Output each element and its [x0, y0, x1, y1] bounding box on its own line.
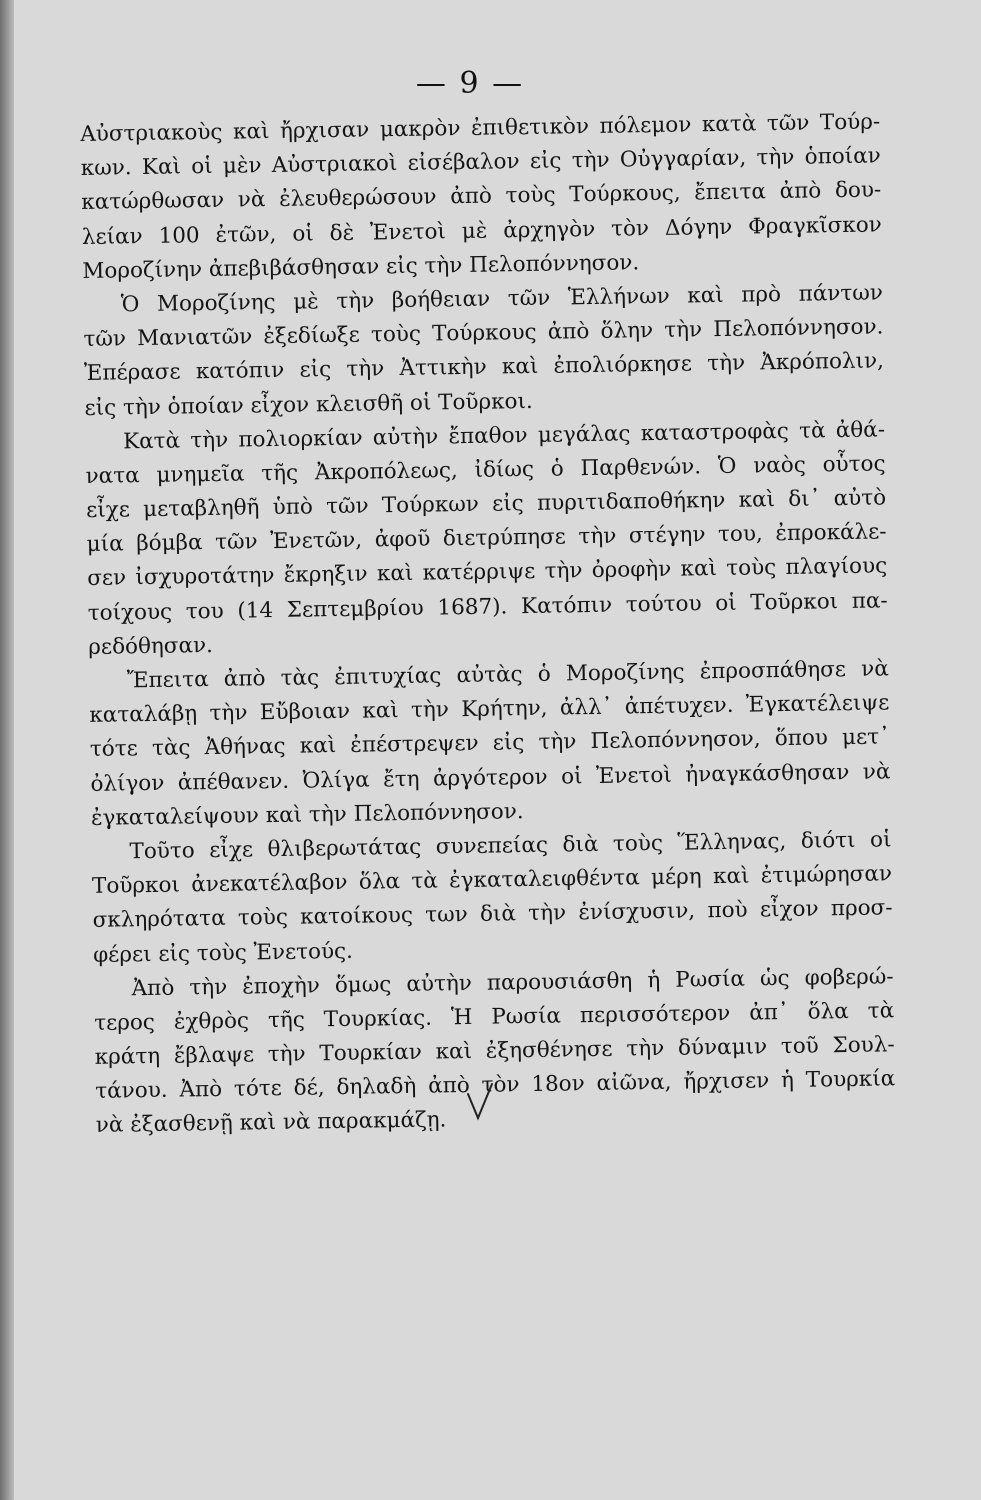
text-line: Τοῦτο εἶχε θλιβερωτάτας συνεπείας διὰ τοὺς Ἕλληνας, διότι οἱ [129, 827, 892, 865]
text-line: Ἀπὸ τὴν ἐποχὴν ὅμως αὐτὴν παρουσιάσθη ἡ Ρωσία ὡς φοβερώ- [131, 964, 894, 1001]
body-text [80, 105, 896, 1143]
text-line: τάνου. Ἀπὸ τότε δέ, δηλαδὴ ἀπὸ τὸν 18ον αἰῶνα, ἤρχισεν ἡ Τουρκία [95, 1066, 896, 1105]
text-line: ἐγκαταλείψουν καὶ τὴν Πελοπόννησον. [90, 798, 524, 831]
text-line: Μοροζίνην ἀπεβιβάσθησαν εἰς τὴν Πελοπόννησον. [82, 249, 640, 284]
text-line: ρεδόθησαν. [88, 632, 214, 660]
handwritten-check-mark [465, 1082, 495, 1122]
page-number: — 9 — [415, 66, 525, 101]
text-line: καταλάβῃ τὴν Εὔβοιαν καὶ τὴν Κρήτην, ἀλλ᾿ ἀπέτυχεν. Ἐγκατέλειψε [89, 690, 890, 729]
text-line: κράτη ἔβλαψε τὴν Τουρκίαν καὶ ἐξησθένησε τὴν δύναμιν τοῦ Σουλ- [94, 1032, 895, 1070]
text-line: λείαν 100 ἐτῶν, οἱ δὲ Ἐνετοὶ μὲ ἀρχηγὸν τὸν Δόγην Φραγκῖσκον [81, 211, 882, 250]
text-line: τοίχους του (14 Σεπτεμβρίου 1687). Κατόπιν τούτου οἱ Τοῦρκοι πα- [87, 587, 888, 626]
text-line: ὀλίγον ἀπέθανεν. Ὀλίγα ἔτη ἀργότερον οἱ Ἐνετοὶ ἠναγκάσθησαν νὰ [90, 758, 891, 797]
text-line: Τοῦρκοι ἀνεκατέλαβον ὅλα τὰ ἐγκαταλειφθέντα μέρη καὶ ἐτιμώρησαν [91, 861, 893, 900]
text-line: σκληρότατα τοὺς κατοίκους των διὰ τὴν ἐνίσχυσιν, ποὺ εἶχον προσ- [92, 895, 893, 934]
text-line: Ὁ Μοροζίνης μὲ τὴν βοήθειαν τῶν Ἑλλήνων καὶ πρὸ πάντων [120, 280, 884, 318]
text-line: νὰ ἐξασθενῇ καὶ νὰ παρακμάζῃ. [95, 1107, 447, 1139]
text-line: τότε τὰς Ἀθήνας καὶ ἐπέστρεψεν εἰς τὴν Πελοπόννησον, ὅπου μετ᾿ [89, 724, 891, 763]
text-line: τερος ἐχθρὸς τῆς Τουρκίας. Ἡ Ρωσία περισσότερον ἀπ᾿ ὅλα τὰ [94, 998, 895, 1036]
text-line: κων. Καὶ οἱ μὲν Αὐστριακοὶ εἰσέβαλον εἰς τὴν Οὐγγαρίαν, τὴν ὁποίαν [80, 143, 881, 182]
text-line: Ἔπειτα ἀπὸ τὰς ἐπιτυχίας αὐτὰς ὁ Μοροζίνης ἐπροσπάθησε νὰ [126, 656, 889, 694]
page-binding-shadow [0, 0, 14, 1500]
text-line: νατα μνημεῖα τῆς Ἀκροπόλεως, ἰδίως ὁ Παρθενών. Ὁ ναὸς οὗτος [85, 451, 886, 489]
text-line: φέρει εἰς τοὺς Ἐνετούς. [92, 938, 354, 968]
text-line: κατώρθωσαν νὰ ἐλευθερώσουν ἀπὸ τοὺς Τούρκους, ἔπειτα ἀπὸ δου- [81, 177, 882, 216]
text-line: σεν ἰσχυροτάτην ἔκρηξιν καὶ κατέρριψε τὴν ὀροφὴν καὶ τοὺς πλαγίους [87, 553, 888, 592]
text-line: τῶν Μανιατῶν ἐξεδίωξε τοὺς Τούρκους ἀπὸ ὅλην τὴν Πελοπόννησον. [83, 314, 884, 353]
text-line: εἰς τὴν ὁποίαν εἶχον κλεισθῆ οἱ Τοῦρκοι. [84, 388, 533, 421]
text-line: Ἐπέρασε κατόπιν εἰς τὴν Ἀττικὴν καὶ ἐπολιόρκησε τὴν Ἀκρόπολιν, [83, 348, 885, 387]
text-line: μία βόμβα τῶν Ἐνετῶν, ἀφοῦ διετρύπησε τὴν στέγην του, ἐπροκάλε- [86, 519, 887, 558]
text-line: Αὐστριακοὺς καὶ ἤρχισαν μακρὸν ἐπιθετικὸν πόλεμον κατὰ τῶν Τούρ- [80, 109, 881, 147]
text-line: εἶχε μεταβληθῆ ὑπὸ τῶν Τούρκων εἰς πυριτιδαποθήκην καὶ δι᾿ αὐτὸ [85, 485, 887, 524]
text-line: Κατὰ τὴν πολιορκίαν αὐτὴν ἔπαθον μεγάλας καταστροφὰς τὰ ἀθά- [122, 417, 886, 455]
